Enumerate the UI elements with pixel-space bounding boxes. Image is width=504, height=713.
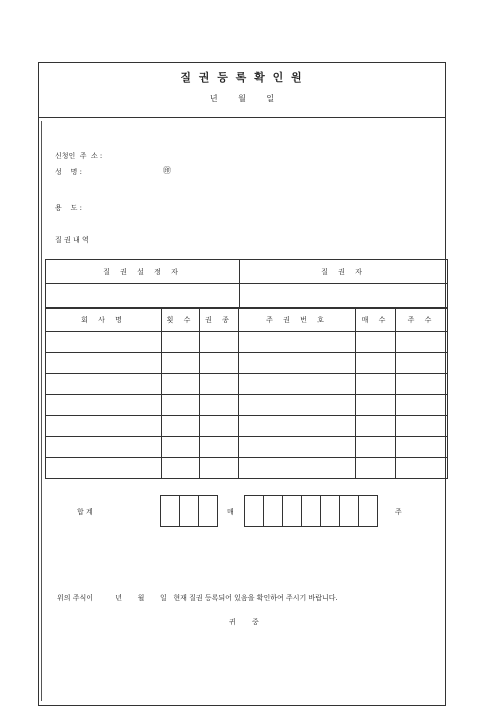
table-cell[interactable] — [396, 332, 448, 353]
form-title: 질 권 등 록 확 인 원 — [180, 71, 304, 84]
table-cell[interactable] — [356, 332, 396, 353]
table-cell[interactable] — [46, 437, 162, 458]
table-cell[interactable] — [46, 353, 162, 374]
table-cell[interactable] — [239, 458, 356, 479]
digit-box[interactable] — [179, 495, 199, 527]
header-shares: 주 수 — [396, 309, 448, 332]
table-cell[interactable] — [396, 353, 448, 374]
digit-box[interactable] — [320, 495, 340, 527]
header-sheets: 매 수 — [356, 309, 396, 332]
table-row — [46, 395, 448, 416]
seal-mark: ㊞ — [163, 166, 171, 175]
table-cell[interactable] — [46, 395, 162, 416]
table-cell[interactable] — [200, 395, 239, 416]
table-cell[interactable] — [200, 374, 239, 395]
pledge-details-label: 질 권 내 역 — [55, 236, 89, 244]
digit-box[interactable] — [358, 495, 378, 527]
form-date: 년 월 일 — [209, 94, 275, 103]
header-denomination: 권 종 — [200, 309, 239, 332]
table-cell[interactable] — [200, 353, 239, 374]
digit-box[interactable] — [263, 495, 283, 527]
form-header — [39, 63, 445, 118]
binding-margin-line — [41, 121, 42, 701]
table-cell[interactable] — [356, 395, 396, 416]
pledgee-cell[interactable] — [46, 284, 240, 308]
table-row — [46, 374, 448, 395]
digit-box[interactable] — [339, 495, 359, 527]
addressee-label: 귀 중 — [229, 618, 259, 626]
table-cell[interactable] — [239, 332, 356, 353]
table-cell[interactable] — [46, 374, 162, 395]
pledgee-header: 질 권 설 정 자 — [46, 260, 240, 284]
table-cell[interactable] — [162, 374, 200, 395]
table-cell[interactable] — [162, 332, 200, 353]
address-label: 신청인 주 소 : — [55, 152, 103, 160]
parties-table — [45, 259, 448, 308]
table-cell[interactable] — [356, 374, 396, 395]
table-cell[interactable] — [239, 416, 356, 437]
table-cell[interactable] — [396, 458, 448, 479]
confirmation-statement: 위의 주식이 년 월 일 현재 질권 등록되어 있음을 확인하여 주시기 바랍니다. — [57, 594, 338, 602]
digit-box[interactable] — [244, 495, 264, 527]
digit-box[interactable] — [160, 495, 180, 527]
table-cell[interactable] — [200, 332, 239, 353]
table-cell[interactable] — [46, 416, 162, 437]
table-cell[interactable] — [396, 416, 448, 437]
table-cell[interactable] — [162, 395, 200, 416]
table-cell[interactable] — [46, 458, 162, 479]
table-cell[interactable] — [200, 437, 239, 458]
table-row — [46, 458, 448, 479]
table-cell[interactable] — [239, 353, 356, 374]
table-cell[interactable] — [356, 416, 396, 437]
table-cell[interactable] — [239, 374, 356, 395]
table-cell[interactable] — [356, 458, 396, 479]
pledgor-header: 질 권 자 — [240, 260, 448, 284]
purpose-label: 용 도 : — [55, 204, 83, 212]
table-row — [46, 437, 448, 458]
digit-box[interactable] — [282, 495, 302, 527]
shares-unit: 주 — [395, 508, 402, 516]
table-cell[interactable] — [162, 437, 200, 458]
table-cell[interactable] — [356, 353, 396, 374]
table-cell[interactable] — [396, 374, 448, 395]
form-frame — [38, 62, 446, 706]
stock-table — [45, 308, 448, 479]
table-cell[interactable] — [239, 437, 356, 458]
name-label: 성 명 : — [55, 168, 83, 176]
table-row — [46, 353, 448, 374]
table-cell[interactable] — [162, 458, 200, 479]
table-cell[interactable] — [239, 395, 356, 416]
digit-box[interactable] — [198, 495, 218, 527]
share-count-boxes[interactable] — [245, 495, 378, 527]
header-company: 회 사 명 — [46, 309, 162, 332]
header-count: 횟 수 — [162, 309, 200, 332]
table-cell[interactable] — [162, 416, 200, 437]
header-certificate-number: 주 권 번 호 — [239, 309, 356, 332]
digit-box[interactable] — [301, 495, 321, 527]
table-cell[interactable] — [396, 395, 448, 416]
table-row — [46, 416, 448, 437]
table-cell[interactable] — [46, 332, 162, 353]
table-cell[interactable] — [200, 458, 239, 479]
table-cell[interactable] — [396, 437, 448, 458]
total-label: 합 계 — [77, 508, 93, 516]
pledgor-cell[interactable] — [240, 284, 448, 308]
sheets-unit: 매 — [227, 508, 234, 516]
table-cell[interactable] — [356, 437, 396, 458]
table-cell[interactable] — [162, 353, 200, 374]
table-row — [46, 332, 448, 353]
table-cell[interactable] — [200, 416, 239, 437]
sheet-count-boxes[interactable] — [161, 495, 218, 527]
